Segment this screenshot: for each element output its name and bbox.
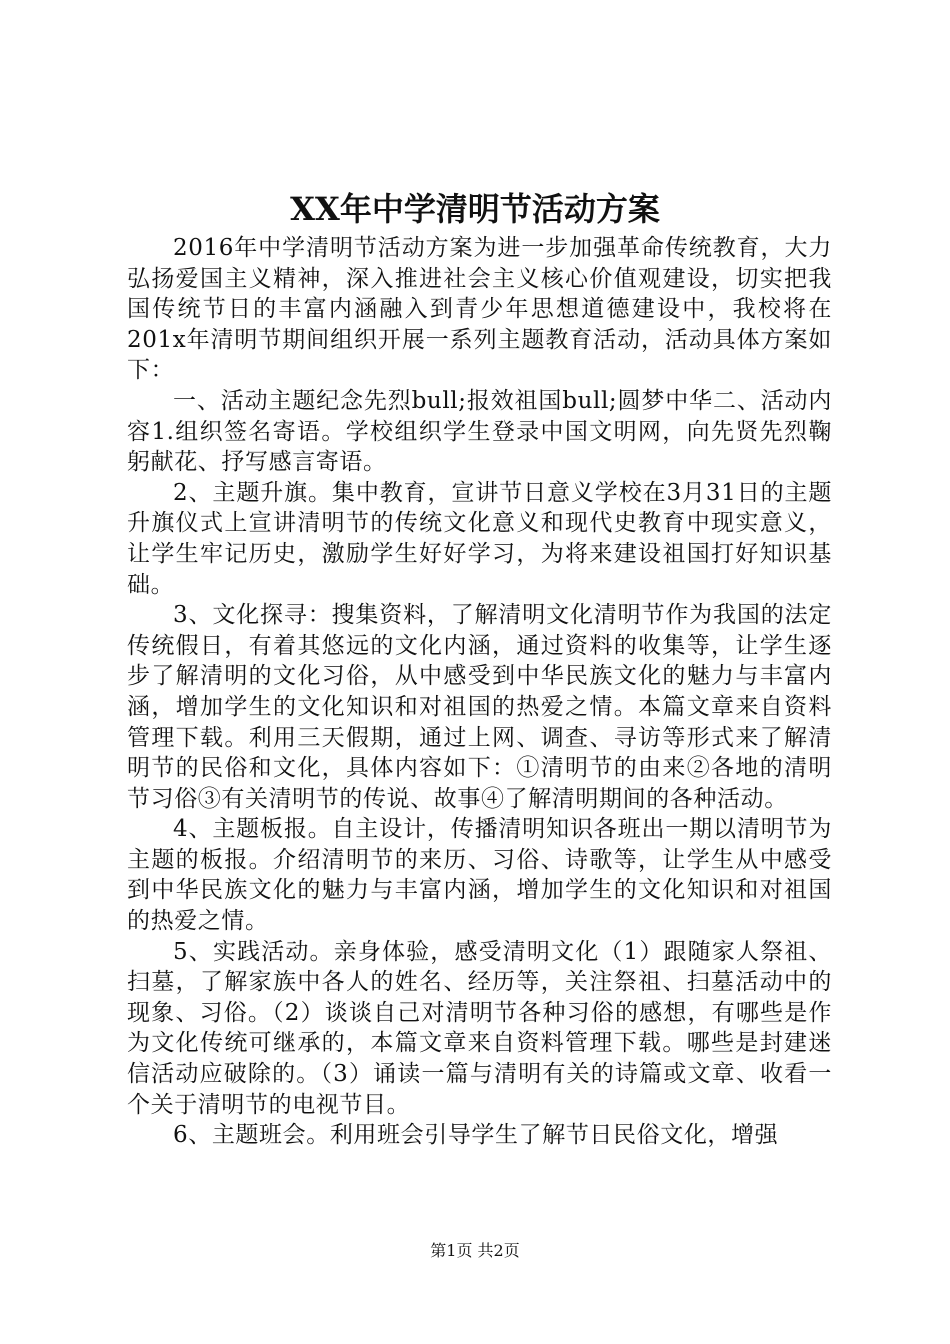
paragraph-theme-and-activity-1: 一、活动主题纪念先烈bull;报效祖国bull;圆梦中华二、活动内容1.组织签名寄语。学校组织学生登录中国文明网，向先贤先烈鞠躬献花、抒写感言寄语。 bbox=[127, 387, 832, 476]
paragraph-activity-6: 6、主题班会。利用班会引导学生了解节日民俗文化，增强 bbox=[173, 1122, 779, 1149]
document-title: XX年中学清明节活动方案 bbox=[290, 190, 660, 228]
paragraph-activity-5: 5、实践活动。亲身体验，感受清明文化（1）跟随家人祭祖、扫墓，了解家族中各人的姓名、经历等，关注祭祖、扫墓活动中的现象、习俗。（2）谈谈自己对清明节各种习俗的感想，有哪些是作为文化传统可继承的，本篇文章来自资料管理下载。哪些是封建迷信活动应破除的。（3）诵读一篇与清明有关的诗篇或文章、收看一个关于清明节的电视节目。 bbox=[127, 938, 832, 1118]
paragraph-activity-4: 4、主题板报。自主设计，传播清明知识各班出一期以清明节为主题的板报。介绍清明节的来历、习俗、诗歌等，让学生从中感受到中华民族文化的魅力与丰富内涵，增加学生的文化知识和对祖国的热爱之情。 bbox=[127, 816, 832, 935]
paragraph-activity-3: 3、文化探寻：搜集资料，了解清明文化清明节作为我国的法定传统假日，有着其悠远的文化内涵，通过资料的收集等，让学生逐步了解清明的文化习俗，从中感受到中华民族文化的魅力与丰富内涵，增加学生的文化知识和对祖国的热爱之情。本篇文章来自资料管理下载。利用三天假期，通过上网、调查、寻访等形式来了解清明节的民俗和文化，具体内容如下：①清明节的由来②各地的清明节习俗③有关清明节的传说、故事④了解清明期间的各种活动。 bbox=[127, 602, 832, 812]
page-number-footer: 第1页 共2页 bbox=[430, 1241, 520, 1260]
paragraph-activity-2: 2、主题升旗。集中教育，宣讲节日意义学校在3月31日的主题升旗仪式上宣讲清明节的传统文化意义和现代史教育中现实意义，让学生牢记历史，激励学生好好学习，为将来建设祖国打好知识基础。 bbox=[127, 479, 832, 598]
paragraph-intro: 2016年中学清明节活动方案为进一步加强革命传统教育，大力弘扬爱国主义精神，深入推进社会主义核心价值观建设，切实把我国传统节日的丰富内涵融入到青少年思想道德建设中，我校将在201x年清明节期间组织开展一系列主题教育活动，活动具体方案如下： bbox=[127, 235, 832, 384]
document-body bbox=[127, 233, 832, 1151]
